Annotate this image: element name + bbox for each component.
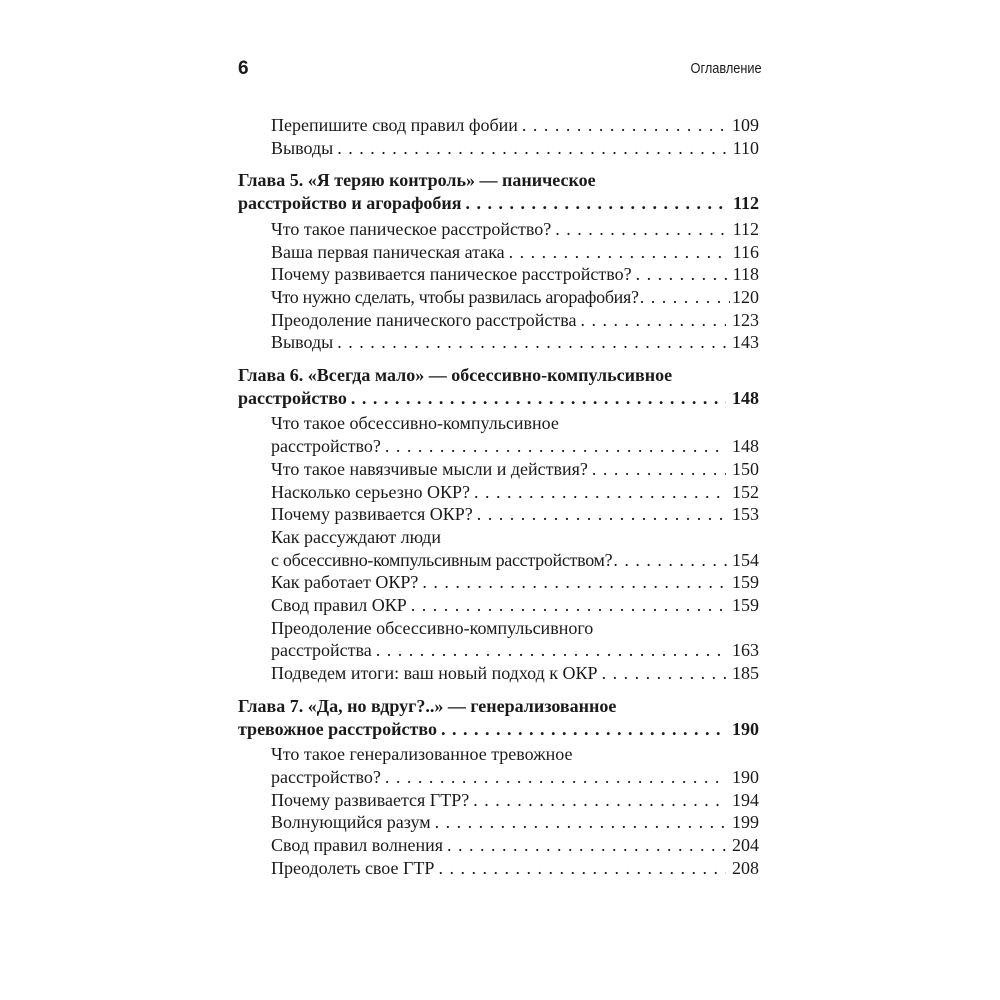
chapter-page: 112 bbox=[732, 193, 759, 214]
dot-leader bbox=[473, 789, 726, 812]
toc-entry-page: 112 bbox=[732, 218, 759, 239]
toc-entry-title: Выводы bbox=[271, 137, 334, 158]
toc-entry bbox=[238, 834, 759, 857]
toc-entry-wrapped-line bbox=[238, 617, 759, 640]
dot-leader bbox=[351, 387, 726, 410]
toc-entry-wrapped-line bbox=[238, 526, 759, 549]
dot-leader bbox=[640, 286, 730, 309]
toc-entry-title: Ваша первая паническая атака bbox=[271, 241, 505, 262]
toc-entry bbox=[238, 639, 759, 662]
toc-entry bbox=[238, 458, 759, 481]
toc-entry-page: 154 bbox=[732, 549, 759, 570]
toc-entry-page: 199 bbox=[732, 812, 759, 833]
toc-entry-page: 204 bbox=[732, 835, 759, 856]
dot-leader bbox=[509, 241, 727, 264]
toc-entry-title: Что такое навязчивые мысли и действия? bbox=[271, 458, 588, 479]
toc-entry-title: Подведем итоги: ваш новый подход к ОКР bbox=[271, 663, 598, 684]
chapter-page: 190 bbox=[732, 718, 759, 739]
toc-entry-title: расстройство? bbox=[271, 436, 381, 457]
chapter-title: Глава 6. «Всегда мало» — обсессивно-компульсивное bbox=[238, 365, 673, 386]
toc-entry-title: Свод правил ОКР bbox=[271, 595, 407, 616]
page-header bbox=[238, 58, 762, 86]
toc-entry bbox=[238, 481, 759, 504]
dot-leader bbox=[636, 263, 727, 286]
toc-entry bbox=[238, 766, 759, 789]
toc-entry-page: 208 bbox=[732, 857, 759, 878]
dot-leader bbox=[555, 218, 726, 241]
toc-entry-title: Как рассуждают люди bbox=[271, 526, 441, 547]
dot-leader bbox=[422, 571, 726, 594]
toc-entry-page: 118 bbox=[732, 264, 759, 285]
toc-entry-title: Что такое генерализованное тревожное bbox=[271, 744, 573, 765]
toc-entry-page: 150 bbox=[732, 458, 759, 479]
toc-entry-page: 159 bbox=[732, 572, 759, 593]
toc-entry bbox=[238, 594, 759, 617]
chapter-heading-line bbox=[238, 695, 759, 718]
toc-entry bbox=[238, 286, 759, 309]
dot-leader bbox=[447, 834, 726, 857]
toc-entry-page: 153 bbox=[732, 504, 759, 525]
toc-entry-page: 148 bbox=[732, 436, 759, 457]
toc-entry bbox=[238, 811, 759, 834]
dot-leader bbox=[602, 662, 726, 685]
toc-entry-page: 109 bbox=[732, 115, 759, 135]
chapter-heading-line bbox=[238, 169, 759, 192]
chapter-page: 148 bbox=[732, 387, 759, 408]
toc-entry-title: Как работает ОКР? bbox=[271, 572, 419, 593]
toc-entry-title: Свод правил волнения bbox=[271, 835, 444, 856]
toc-entry-title: Преодоление панического расстройства bbox=[271, 309, 577, 330]
toc-entry bbox=[238, 137, 759, 160]
toc-entry-wrapped-line bbox=[238, 412, 759, 435]
dot-leader bbox=[337, 331, 726, 354]
dot-leader bbox=[385, 766, 726, 789]
toc-entry-title: Почему развивается ОКР? bbox=[271, 504, 473, 525]
page-number: 6 bbox=[238, 58, 249, 79]
toc-entry-page: 163 bbox=[732, 640, 759, 661]
dot-leader bbox=[441, 718, 726, 741]
toc-entry-page: 185 bbox=[732, 663, 759, 684]
chapter-title: Глава 5. «Я теряю контроль» — паническое bbox=[238, 170, 596, 191]
toc-entry bbox=[238, 503, 759, 526]
chapter-title: расстройство bbox=[238, 387, 347, 408]
toc-entry bbox=[238, 241, 759, 264]
toc-entry-page: 120 bbox=[732, 286, 759, 307]
toc-entry-title: Преодолеть свое ГТР bbox=[271, 857, 435, 878]
toc-entry-title: расстройство? bbox=[271, 766, 381, 787]
dot-leader bbox=[581, 309, 726, 332]
toc-entry-page: 110 bbox=[732, 137, 759, 158]
toc-entry-page: 116 bbox=[732, 241, 759, 262]
toc-entry-title: Насколько серьезно ОКР? bbox=[271, 481, 470, 502]
toc-entry-title: Почему развивается ГТР? bbox=[271, 789, 470, 810]
toc-entry-page: 194 bbox=[732, 789, 759, 810]
dot-leader bbox=[385, 435, 726, 458]
toc-entry bbox=[238, 309, 759, 332]
toc-entry bbox=[238, 549, 759, 572]
toc-entry-page: 123 bbox=[732, 309, 759, 330]
dot-leader bbox=[474, 481, 726, 504]
toc-entry-title: Преодоление обсессивно-компульсивного bbox=[271, 617, 594, 638]
chapter-title: расстройство и агорафобия bbox=[238, 193, 462, 214]
running-title: Оглавление bbox=[690, 60, 762, 77]
toc-entry-title: Что такое паническое расстройство? bbox=[271, 218, 552, 239]
toc-entry-title: Что такое обсессивно-компульсивное bbox=[271, 413, 559, 434]
toc-entry-title: Выводы bbox=[271, 332, 334, 353]
chapter-heading-line bbox=[238, 364, 759, 387]
toc-entry-title: Что нужно сделать, чтобы развилась агорафобия? bbox=[271, 286, 639, 307]
chapter-title: Глава 7. «Да, но вдруг?..» — генерализованное bbox=[238, 695, 617, 716]
dot-leader bbox=[477, 503, 726, 526]
chapter-heading-line bbox=[238, 718, 759, 741]
dot-leader bbox=[522, 114, 726, 137]
toc-entry bbox=[238, 789, 759, 812]
toc-entry bbox=[238, 857, 759, 880]
toc-entry-page: 190 bbox=[732, 766, 759, 787]
dot-leader bbox=[466, 192, 727, 215]
toc-entry bbox=[238, 435, 759, 458]
chapter-title: тревожное расстройство bbox=[238, 718, 437, 739]
toc-entry bbox=[238, 571, 759, 594]
dot-leader bbox=[613, 549, 730, 572]
toc-entry-title: расстройства bbox=[271, 640, 372, 661]
toc-entry bbox=[238, 662, 759, 685]
toc-entry-title: Перепишите свод правил фобии bbox=[271, 115, 518, 135]
toc-entry-title: Почему развивается паническое расстройство? bbox=[271, 264, 632, 285]
toc-entry bbox=[238, 263, 759, 286]
dot-leader bbox=[592, 458, 726, 481]
toc-entry-page: 143 bbox=[732, 332, 759, 353]
toc-entry bbox=[238, 331, 759, 354]
toc-entry-page: 152 bbox=[732, 481, 759, 502]
table-of-contents bbox=[238, 114, 759, 880]
dot-leader bbox=[438, 857, 726, 880]
toc-entry bbox=[238, 114, 759, 137]
chapter-heading-line bbox=[238, 192, 759, 215]
dot-leader bbox=[435, 811, 726, 834]
chapter-heading-line bbox=[238, 387, 759, 410]
dot-leader bbox=[376, 639, 726, 662]
toc-entry-wrapped-line bbox=[238, 743, 759, 766]
dot-leader bbox=[411, 594, 726, 617]
dot-leader bbox=[337, 137, 726, 160]
toc-entry bbox=[238, 218, 759, 241]
toc-entry-page: 159 bbox=[732, 595, 759, 616]
toc-entry-title: с обсессивно-компульсивным расстройством? bbox=[271, 549, 613, 570]
toc-entry-title: Волнующийся разум bbox=[271, 812, 431, 833]
